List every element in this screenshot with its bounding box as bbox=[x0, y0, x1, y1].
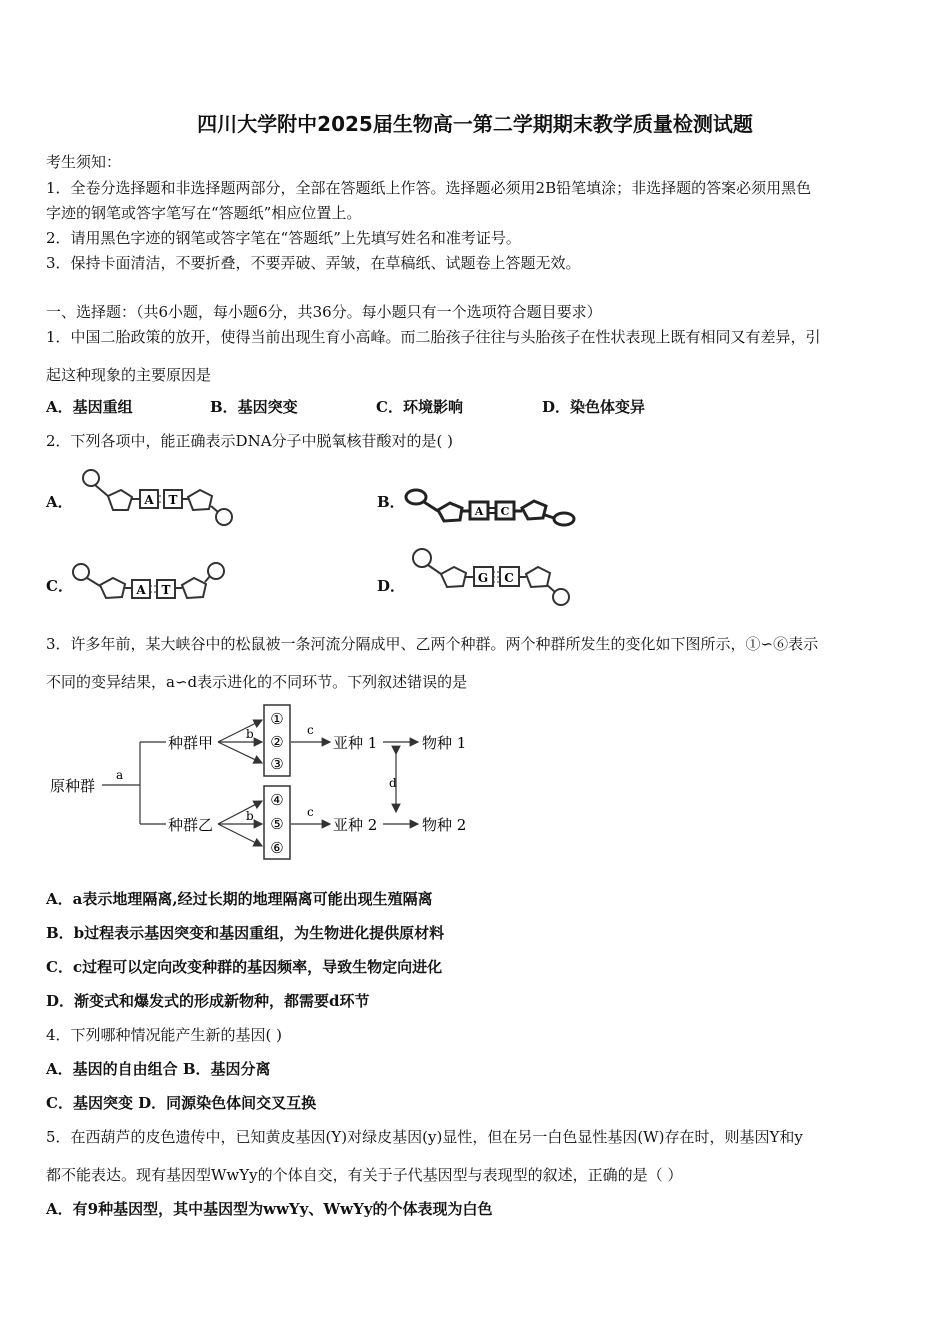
q1-option-a: A．基因重组 bbox=[46, 398, 133, 416]
notice-heading: 考生须知： bbox=[46, 153, 122, 171]
result-2: ② bbox=[270, 733, 284, 751]
base-right: T bbox=[161, 583, 171, 597]
q3-stem: 3．许多年前，某大峡谷中的松鼠被一条河流分隔成甲、乙两个种群。两个种群所发生的变化如下图所示，①∽⑥表示 bbox=[46, 635, 819, 653]
label-a: a bbox=[116, 768, 124, 782]
q1-option-c: C．环境影响 bbox=[376, 398, 463, 416]
result-6: ⑥ bbox=[270, 839, 284, 857]
q3-option-c: C．c过程可以定向改变种群的基因频率，导致生物定向进化 bbox=[46, 958, 443, 976]
label-c-top: c bbox=[307, 723, 314, 737]
origin-label: 原种群 bbox=[50, 777, 96, 795]
base-right: C bbox=[504, 571, 514, 585]
result-1: ① bbox=[270, 710, 284, 728]
result-4: ④ bbox=[270, 791, 284, 809]
q3-option-d: D．渐变式和爆发式的形成新物种，都需要d环节 bbox=[46, 992, 370, 1010]
nucleotide-pair-d bbox=[408, 546, 573, 610]
nucleotide-pair-b bbox=[402, 486, 577, 530]
result-3: ③ bbox=[270, 755, 284, 773]
q4-options-cd: C．基因突变 D．同源染色体间交叉互换 bbox=[46, 1094, 317, 1112]
section-heading: 一、选择题：（共6小题，每小题6分，共36分。每小题只有一个选项符合题目要求） bbox=[46, 303, 602, 321]
q3-stem-cont: 不同的变异结果，a∽d表示进化的不同环节。下列叙述错误的是 bbox=[46, 673, 468, 691]
q5-option-a: A．有9种基因型，其中基因型为wwYy、WwYy的个体表现为白色 bbox=[46, 1200, 493, 1218]
base-left: A bbox=[144, 493, 154, 507]
q5-stem-cont: 都不能表达。现有基因型WwYy的个体自交，有关于子代基因型与表现型的叙述，正确的是（ ） bbox=[46, 1166, 683, 1184]
population-2-label: 种群乙 bbox=[168, 816, 214, 834]
notice-item-1-cont: 字迹的钢笔或答字笔写在“答题纸”相应位置上。 bbox=[46, 204, 362, 222]
q2-option-a: A． bbox=[46, 493, 73, 511]
q5-stem: 5．在西葫芦的皮色遗传中，已知黄皮基因(Y)对绿皮基因(y)显性，但在另一白色显性基因(W)存在时，则基因Y和y bbox=[46, 1128, 803, 1146]
page-title: 四川大学附中2025届生物高一第二学期期末教学质量检测试题 bbox=[197, 112, 753, 136]
result-5: ⑤ bbox=[270, 815, 284, 833]
q4-options-ab: A．基因的自由组合 B．基因分离 bbox=[46, 1060, 271, 1078]
population-1-label: 种群甲 bbox=[168, 734, 214, 752]
q1-option-d: D．染色体变异 bbox=[542, 398, 646, 416]
base-right: C bbox=[500, 505, 510, 518]
speciation-diagram bbox=[40, 700, 480, 865]
notice-item-1: 1．全卷分选择题和非选择题两部分，全部在答题纸上作答。选择题必须用2B铅笔填涂；非选择题的答案必须用黑色 bbox=[46, 179, 812, 197]
species-2: 物种 2 bbox=[422, 816, 467, 834]
nucleotide-pair-c bbox=[70, 560, 230, 610]
q2-option-c: C． bbox=[46, 577, 73, 595]
base-right: T bbox=[168, 493, 178, 507]
q4-stem: 4．下列哪种情况能产生新的基因( ) bbox=[46, 1026, 283, 1044]
notice-item-3: 3．保持卡面清洁，不要折叠，不要弄破、弄皱，在草稿纸、试题卷上答题无效。 bbox=[46, 254, 581, 272]
label-c-bottom: c bbox=[307, 805, 314, 819]
base-left: A bbox=[136, 583, 146, 597]
q2-stem: 2．下列各项中，能正确表示DNA分子中脱氧核苷酸对的是( ) bbox=[46, 432, 454, 450]
species-1: 物种 1 bbox=[422, 734, 467, 752]
label-d: d bbox=[389, 776, 397, 790]
nucleotide-pair-a bbox=[80, 466, 240, 530]
subspecies-1: 亚种 1 bbox=[333, 734, 378, 752]
label-b-bottom: b bbox=[246, 809, 254, 823]
notice-item-2: 2．请用黑色字迹的钢笔或答字笔在“答题纸”上先填写姓名和准考证号。 bbox=[46, 229, 521, 247]
q1-stem: 1．中国二胎政策的放开，使得当前出现生育小高峰。而二胎孩子往往与头胎孩子在性状表现上既有相同又有差异，引 bbox=[46, 328, 821, 346]
label-b-top: b bbox=[246, 727, 254, 741]
subspecies-2: 亚种 2 bbox=[333, 816, 378, 834]
q1-option-b: B．基因突变 bbox=[210, 398, 298, 416]
q3-option-b: B．b过程表示基因突变和基因重组，为生物进化提供原材料 bbox=[46, 924, 445, 942]
base-left: A bbox=[474, 505, 484, 518]
q1-stem-cont: 起这种现象的主要原因是 bbox=[46, 366, 212, 384]
q2-option-b: B． bbox=[377, 493, 405, 511]
base-left: G bbox=[477, 571, 489, 585]
q2-option-d: D． bbox=[377, 577, 406, 595]
q3-option-a: A．a表示地理隔离,经过长期的地理隔离可能出现生殖隔离 bbox=[46, 890, 433, 908]
